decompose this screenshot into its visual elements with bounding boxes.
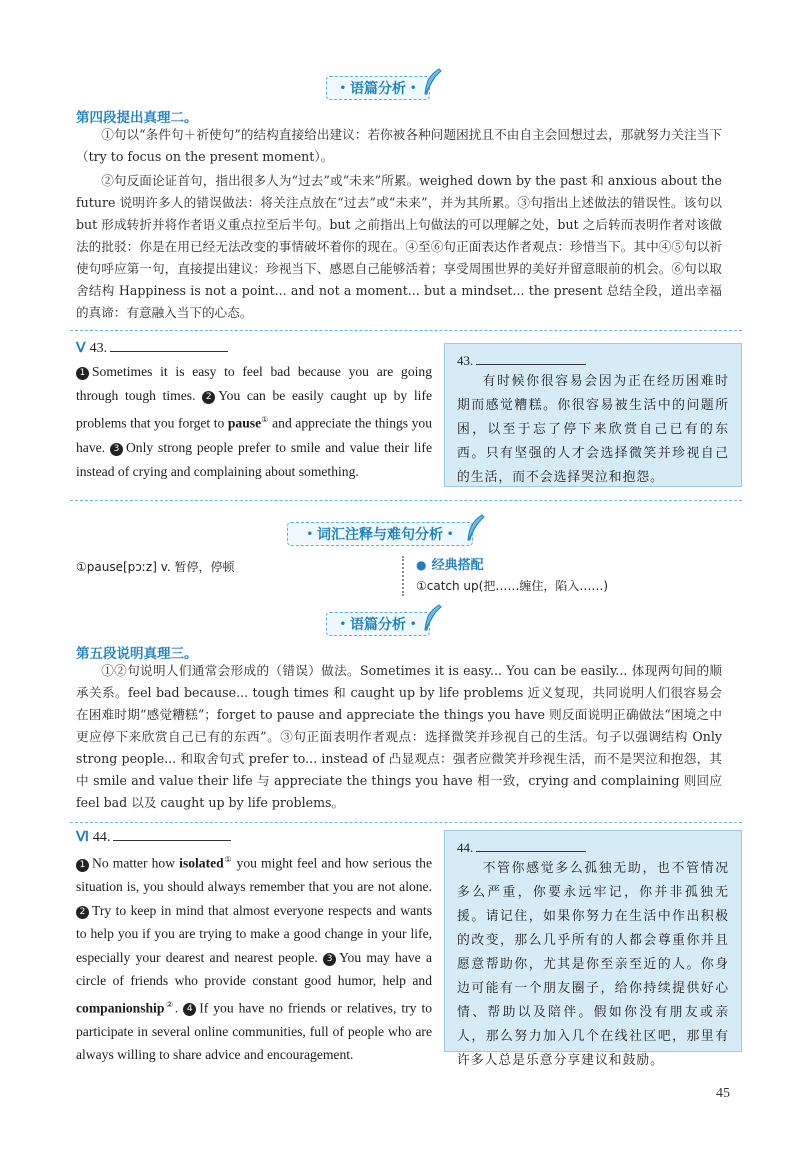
sentence-number-badge: 2 — [76, 906, 89, 919]
question-number: 43. — [89, 341, 108, 356]
section-banner-vocab: • 词汇注释与难句分析 • — [287, 522, 473, 546]
collocation-item: ①catch up(把……缠住，陷入……) — [416, 579, 609, 593]
divider — [70, 500, 742, 501]
footnote-mark: ① — [223, 855, 233, 864]
banner-title: 语篇分析 — [350, 81, 406, 97]
sentence-number-badge: 2 — [202, 391, 215, 404]
sentence-2: Try to keep in mind that almost everyone respects and wants to help you if you are trying to make a good change in your life, especially your dearest and nearest people. — [76, 902, 432, 965]
quill-icon — [464, 513, 486, 543]
collocation-block — [416, 554, 608, 594]
section4-paragraph-1: ①句以“条件句＋祈使句”的结构直接给出建议：若你被各种问题困扰且不由自主会回想过去，那就努力关注当下（try to focus on the present moment）。 — [76, 127, 722, 164]
sentence-number-badge: 1 — [76, 859, 89, 872]
banner-title: 词汇注释与难句分析 — [317, 527, 443, 543]
section-banner-discourse-1: • 语篇分析 • — [326, 76, 430, 100]
sentence-1-part-a: No matter how — [92, 855, 176, 871]
sentence-1: Sometimes it is easy to feel bad because you are going through tough times. — [76, 364, 432, 403]
translation-number: 43. — [457, 353, 474, 368]
sentence-3: Only strong people prefer to smile and value their life instead of crying and complaining about something. — [76, 439, 432, 479]
bullet-icon: ● — [416, 558, 427, 572]
sentence-4: If you have no friends or relatives, try to participate in several online communities, full of people who are always willing to share advice and encouragement. — [76, 1000, 433, 1063]
question-43-passage — [76, 338, 432, 484]
sentence-3-part-a: You may have a circle of friends who provide constant good humor, help and — [76, 949, 432, 989]
keyword-pause: pause — [227, 415, 262, 431]
sentence-2-part-a: You can be easily caught up by life problems that you forget to — [76, 388, 432, 431]
footnote-mark: ② — [164, 999, 175, 1009]
sentence-2-part-b: and appreciate the things you have. — [76, 415, 433, 455]
question-roman-numeral: Ⅵ — [76, 830, 89, 845]
quill-icon — [421, 67, 443, 97]
keyword-isolated: isolated — [179, 855, 224, 871]
vocab-entry-pause: ①pause[pɔːz] v. 暂停，停顿 — [76, 560, 235, 574]
sentence-number-badge: 3 — [110, 443, 123, 456]
translation-box-43 — [444, 343, 742, 487]
sentence-number-badge: 4 — [183, 1003, 196, 1016]
question-number: 44. — [92, 830, 111, 845]
section-banner-discourse-2: • 语篇分析 • — [326, 612, 430, 636]
question-roman-numeral: Ⅴ — [76, 341, 86, 356]
sentence-1-part-b: you might feel and how serious the situation is, you should always remember that you are not alone. — [76, 855, 432, 895]
translation-text: 不管你感觉多么孤独无助，也不管情况多么严重，你要永远牢记，你并非孤独无援。请记住，如果你努力在生活中作出积极的改变，那么几乎所有的人都会尊重你并且愿意帮助你，尤其是你至亲至近的人。你身边可能有一个朋友圈子，给你持续提供好心情、帮助以及陪伴。假如你没有朋友或亲人，那么努力加入几个在线社区吧，那里有许多人总是乐意分享建议和鼓励。 — [457, 861, 729, 1068]
divider — [70, 330, 742, 331]
sentence-number-badge: 1 — [76, 367, 89, 380]
quill-icon — [421, 603, 443, 633]
collocation-title: 经典搭配 — [431, 558, 484, 573]
translation-blank[interactable] — [476, 353, 586, 365]
translation-text: 有时候你很容易会因为正在经历困难时期而感觉糟糕。你很容易被生活中的问题所困，以至于忘了停下来欣赏自己已有的东西。只有坚强的人才会选择微笑并珍视自己的生活，而不会选择哭泣和抱怨。 — [457, 374, 729, 485]
column-divider — [402, 556, 408, 596]
keyword-companionship: companionship — [76, 1000, 165, 1016]
section5-paragraph: ①②句说明人们通常会形成的（错误）做法。Sometimes it is easy... You can be easily... 体现两句间的顺承关系。feel bad because... tough times 和 caught up by life problems 近义复现，共同说明人们很容易会在困难时期“感觉糟糕”；forget to pause and appreciate the things you have 则反面说明正确做法“困境之中更应停下来欣赏自己已有的东西”。③句正面表明作者观点：选择微笑并珍视自己的生活。句子以强调结构 Only strong people... 和取舍句式 prefer to... instead of 凸显观点：强者应微笑并珍视生活，而不是哭泣和抱怨，其中 smile and value their life 与 appreciate the things you have 相一致，crying and complaining 则回应 feel bad 以及 caught up by life problems。 — [76, 663, 722, 810]
section4-paragraph-2: ②句反面论证首句，指出很多人为“过去”或“未来”所累。weighed down by the past 和 anxious about the future 说明许多人的错误做法：将关注点放在“过去”或“未来”，并为其所累。③句指出上述做法的错误性。该句以 but 形成转折并将作者语义重点拉至后半句。but 之前指出上句做法的可以理解之处，but 之后转而表明作者对该做法的批驳：你是在用已经无法改变的事情破坏着你的现在。④至⑥句正面表达作者观点：珍惜当下。其中④⑤句以祈使句呼应第一句，直接提出建议：珍视当下、感恩自己能够活着；享受周围世界的美好并留意眼前的机会。⑥句以取舍结构 Happiness is not a point... and not a moment... but a mindset... the present 总结全段，道出幸福的真谛：有意融入当下的心态。 — [76, 173, 722, 320]
page-number: 45 — [716, 1086, 730, 1101]
section4-heading: 第四段提出真理二。 — [76, 110, 198, 126]
section5-heading: 第五段说明真理三。 — [76, 646, 198, 662]
answer-blank[interactable] — [113, 829, 231, 841]
divider — [70, 822, 742, 823]
banner-title: 语篇分析 — [350, 617, 406, 633]
translation-number: 44. — [457, 840, 474, 855]
question-44-passage: Ⅵ 44. 1 No matter how isolated① you might feel and how serious the situation is, you should always remember that you are not alone. 2 Try to keep in mind that almost everyone respects and wants to help you if you are trying to make a good change in your life, especially your dearest and nearest people. 3 You may have a circle of friends who provide constant good humor, help and companionship②. 4 If you have no friends or relatives, try to participate in several online communities, full of people who are always willing to share advice and encouragement. — [76, 830, 433, 1063]
sentence-number-badge: 3 — [323, 953, 336, 966]
answer-blank[interactable] — [110, 340, 228, 352]
translation-blank[interactable] — [476, 840, 586, 852]
translation-box-44 — [444, 830, 742, 1068]
footnote-mark: ① — [261, 415, 269, 424]
